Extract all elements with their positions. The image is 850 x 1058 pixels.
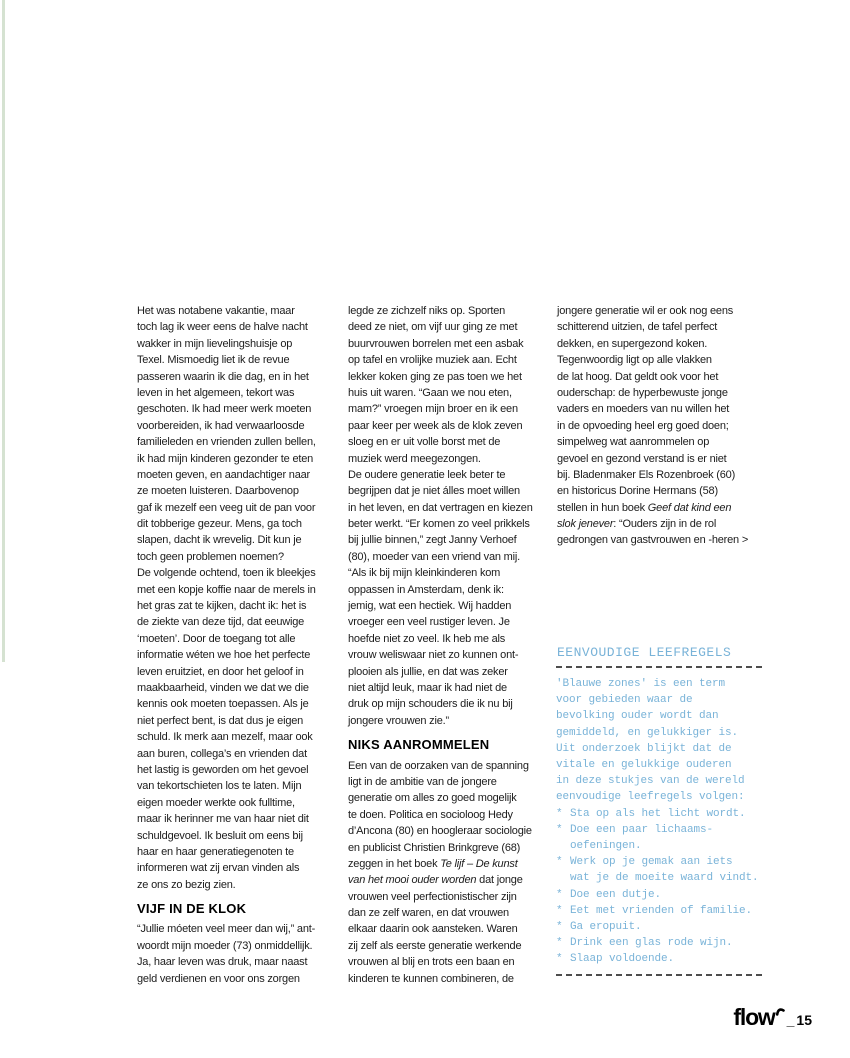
- text-line: ligt in de ambitie van de jongere: [348, 775, 497, 788]
- text-line: kennis ook moeten toepassen. Als je: [137, 698, 309, 711]
- text-line: De volgende ochtend, toen ik bleekjes: [137, 567, 316, 580]
- text-line: te doen. Politica en socioloog Hedy: [348, 808, 513, 821]
- text-line: kinderen te kunnen combineren, de: [348, 972, 514, 985]
- text-line: bij jullie binnen,” zegt Janny Verhoef: [348, 534, 517, 547]
- text-line: muziek werd meegezongen.: [348, 452, 481, 465]
- text-line: jemig, wat een hectiek. Wij hadden: [348, 600, 512, 613]
- leefregel-item: * Werk op je gemak aan iets: [556, 854, 762, 870]
- text-line: moeten geven, en aandachtiger naar: [137, 468, 310, 481]
- text-line: dan ze zelf waren, en dat vrouwen: [348, 907, 509, 920]
- sidebar-divider-top: [556, 666, 762, 668]
- asterisk-bullet-icon: *: [556, 921, 563, 934]
- text-line: vrouw weliswaar niet zo kunnen ont-: [348, 649, 519, 662]
- text-line: Een van de oorzaken van de spanning: [348, 759, 529, 772]
- paragraph: [348, 303, 544, 729]
- text-line: bij. Bladenmaker Els Rozenbroek (60): [557, 468, 736, 481]
- leefregel-item: wat je de moeite waard vindt.: [570, 872, 759, 885]
- text-line: gaf ik mezelf een veeg uit de pan voor: [137, 501, 316, 514]
- text-line: ik had mijn kinderen gezonder te eten: [137, 452, 314, 465]
- text-line: leven in het algemeen, tekort was: [137, 386, 295, 399]
- sidebar-title: EENVOUDIGE LEEFREGELS: [557, 645, 732, 660]
- text-line: Tegenwoordig ligt op alle vlakken: [557, 354, 712, 367]
- text-line: jongere vrouwen zie.”: [348, 714, 449, 727]
- text-line: in het leven, en dat vertragen en kiezen: [348, 501, 533, 514]
- text-line: d’Ancona (80) en hoogleraar sociologie: [348, 825, 532, 838]
- text-line: informatie wéten we hoe het perfecte: [137, 649, 311, 662]
- text-line: met een kopje koffie naar de merels in: [137, 583, 316, 596]
- flow-magazine-logo: flow: [733, 1004, 775, 1030]
- text-line: druk op mijn schouders die ik nu bij: [348, 698, 513, 711]
- text-line: simpelweg wat aanrommelen op: [557, 436, 710, 449]
- text-line: Het was notabene vakantie, maar: [137, 305, 295, 317]
- text-line: zeggen in het boek Te lijf – De kunst: [348, 857, 518, 870]
- page-edge-strip: [2, 0, 5, 662]
- text-line: haar en haar generatiegenoten te: [137, 845, 294, 858]
- text-line: De oudere generatie leek beter te: [348, 468, 506, 481]
- text-line: woordt mijn moeder (73) onmiddellijk.: [137, 939, 313, 952]
- text-line: (80), moeder van een vriend van mij.: [348, 550, 520, 563]
- text-line: dekken, en supergezond koken.: [557, 337, 708, 350]
- text-line: ‘moeten’. Door de toegang tot alle: [137, 632, 296, 645]
- text-line: zij zelf als eerste generatie werkende: [348, 939, 522, 952]
- section-heading: VIJF IN DE KLOK: [137, 901, 247, 917]
- text-line: sloeg en er uit volle borst met de: [348, 436, 501, 449]
- leefregel-item: * Doe een dutje.: [556, 887, 762, 903]
- leefregel-item: * Slaap voldoende.: [556, 951, 762, 967]
- footer-separator: _: [786, 1012, 795, 1028]
- paragraph: [348, 758, 544, 987]
- text-line: de ziekte van deze tijd, dat eeuwige: [137, 616, 305, 629]
- asterisk-bullet-icon: *: [556, 888, 563, 901]
- leefregel-item: * Sta op als het licht wordt.: [556, 806, 762, 822]
- text-line: “Als ik bij mijn kleinkinderen kom: [348, 567, 501, 580]
- text-line: begrijpen dat je niet álles moet willen: [348, 485, 520, 498]
- text-line: deed ze niet, om vijf uur ging ze met: [348, 321, 518, 334]
- asterisk-bullet-icon: *: [556, 823, 563, 836]
- text-line: mam?” vroegen mijn broer en ik een: [348, 403, 518, 416]
- text-line: slapen, dacht ik wrevelig. Dit kun je: [137, 534, 302, 547]
- asterisk-bullet-icon: *: [556, 953, 563, 966]
- asterisk-bullet-icon: *: [556, 904, 563, 917]
- text-line: van tekortschieten los te laten. Mijn: [137, 780, 302, 793]
- article-column-2: [348, 303, 544, 987]
- article-column-1: [137, 303, 333, 987]
- text-line: wakker in mijn lievelingshuisje op: [137, 337, 293, 350]
- text-line: gedrongen van gastvrouwen en -heren >: [557, 534, 749, 547]
- text-line: schitterend uitzien, de tafel perfect: [557, 321, 718, 334]
- text-line: schuld. Ik merk aan mezelf, maar ook: [137, 731, 313, 744]
- text-line: voorbereiden, ik had verwaarloosde: [137, 419, 305, 432]
- text-line: ze ons zo bezig zien.: [137, 878, 236, 891]
- text-line: geld verdienen en voor ons zorgen: [137, 972, 300, 985]
- logo-swash-icon: [776, 1003, 785, 1021]
- sidebar-intro-line: bevolking ouder wordt dan: [556, 710, 719, 723]
- leefregels-sidebar: [556, 645, 762, 976]
- text-line: schuldgevoel. Ik besluit om eens bij: [137, 829, 303, 842]
- leefregel-item: * Drink een glas rode wijn.: [556, 935, 762, 951]
- text-line: huis uit waren. “Gaan we nou eten,: [348, 386, 512, 399]
- text-line: maakbaarheid, vinden we dat we die: [137, 681, 309, 694]
- leefregel-item: * Doe een paar lichaams-: [556, 822, 762, 838]
- paragraph: [137, 921, 333, 987]
- text-line: lekker koken ging ze pas toen we het: [348, 370, 522, 383]
- text-line: aan buren, collega’s en vrienden dat: [137, 747, 307, 760]
- sidebar-intro-line: voor gebieden waar de: [556, 694, 693, 707]
- sidebar-intro-line: Uit onderzoek blijkt dat de: [556, 742, 732, 755]
- paragraph: [137, 303, 333, 893]
- text-line: ouderschap: de hyperbewuste jonge: [557, 386, 728, 399]
- text-line: het gras zat te kijken, dacht ik: het is: [137, 600, 307, 613]
- text-line: geschoten. Ik had meer werk moeten: [137, 403, 312, 416]
- text-line: niet perfect bent, is dat dus je eigen: [137, 714, 304, 727]
- text-line: familieleden en vrienden zullen bellen,: [137, 436, 316, 449]
- text-line: leven eruitziet, en door het geloof in: [137, 665, 304, 678]
- text-line: toch lag ik weer eens de halve nacht: [137, 321, 308, 334]
- text-line: oppassen in Amsterdam, denk ik:: [348, 583, 504, 596]
- text-line: niet altijd leuk, maar ik had niet de: [348, 681, 507, 694]
- sidebar-divider-bottom: [556, 974, 762, 976]
- text-line: van het mooi ouder worden dat jonge: [348, 874, 523, 887]
- leefregel-item: oefeningen.: [570, 840, 642, 853]
- text-line: elkaar daarin ook aansteken. Waren: [348, 923, 518, 936]
- text-line: dit tobberige gezeur. Mens, ga toch: [137, 518, 302, 531]
- text-line: vaders en moeders van nu willen het: [557, 403, 730, 416]
- asterisk-bullet-icon: *: [556, 807, 563, 820]
- paragraph: [557, 303, 753, 549]
- asterisk-bullet-icon: *: [556, 856, 563, 869]
- text-line: passeren waarin ik die dag, en in het: [137, 370, 309, 383]
- sidebar-intro-line: gemiddeld, en gelukkiger is.: [556, 726, 739, 739]
- article-column-3: [557, 303, 753, 549]
- sidebar-intro-line: in deze stukjes van de wereld: [556, 775, 745, 788]
- text-line: generatie om alles zo goed mogelijk: [348, 792, 517, 805]
- text-line: vroeger een veel rustiger leven. Je: [348, 616, 510, 629]
- leefregel-item: * Eet met vrienden of familie.: [556, 903, 762, 919]
- text-line: de lat hoog. Dat geldt ook voor het: [557, 370, 719, 383]
- sidebar-intro-line: 'Blauwe zones' is een term: [556, 678, 726, 690]
- text-line: maar ik herinner me van haar niet dit: [137, 813, 309, 826]
- text-line: en historicus Dorine Hermans (58): [557, 485, 718, 498]
- text-line: buurvrouwen borrelen met een asbak: [348, 337, 524, 350]
- text-line: beter werkt. “Er komen zo veel prikkels: [348, 518, 530, 531]
- leefregel-item: * Ga eropuit.: [556, 919, 762, 935]
- text-line: het lastig is geworden om het gevoel: [137, 763, 309, 776]
- text-line: op tafel en vrolijke muziek aan. Echt: [348, 354, 517, 367]
- text-line: legde ze zichzelf niks op. Sporten: [348, 305, 506, 317]
- text-line: informeren wat zij ervan vinden als: [137, 862, 300, 875]
- page-footer: [733, 1006, 812, 1030]
- text-line: in de opvoeding heel erg goed doen;: [557, 419, 729, 432]
- text-line: plooien als jullie, en dat was zeker: [348, 665, 508, 678]
- text-line: Ja, haar leven was druk, maar naast: [137, 956, 308, 969]
- text-line: stellen in hun boek Geef dat kind een: [557, 501, 732, 514]
- text-line: en publicist Christien Brinkgreve (68): [348, 841, 521, 854]
- text-line: Texel. Mismoedig liet ik de revue: [137, 354, 290, 367]
- sidebar-intro-line: eenvoudige leefregels volgen:: [556, 791, 745, 804]
- text-line: “Jullie móeten veel meer dan wij,” ant-: [137, 923, 316, 936]
- sidebar-intro-line: vitale en gelukkige ouderen: [556, 759, 732, 772]
- page-number: 15: [796, 1012, 812, 1028]
- text-line: jongere generatie wil er ook nog eens: [557, 305, 734, 317]
- text-line: slok jenever: “Ouders zijn in de rol: [557, 518, 717, 531]
- asterisk-bullet-icon: *: [556, 937, 563, 950]
- text-line: hoefde niet zo veel. Ik heb me als: [348, 632, 506, 645]
- text-line: ze moeten luisteren. Daarbovenop: [137, 485, 299, 498]
- text-line: gevoel en gezond verstand is er niet: [557, 452, 727, 465]
- text-line: paar keer per week als de klok zeven: [348, 419, 523, 432]
- section-heading: NIKS AANROMMELEN: [348, 737, 490, 753]
- text-line: vrouwen al blij en trots een baan en: [348, 956, 515, 969]
- text-line: toch geen problemen noemen?: [137, 550, 284, 563]
- text-line: vrouwen veel perfectionistischer zijn: [348, 890, 517, 903]
- text-line: eigen moeder werkte ook fulltime,: [137, 796, 295, 809]
